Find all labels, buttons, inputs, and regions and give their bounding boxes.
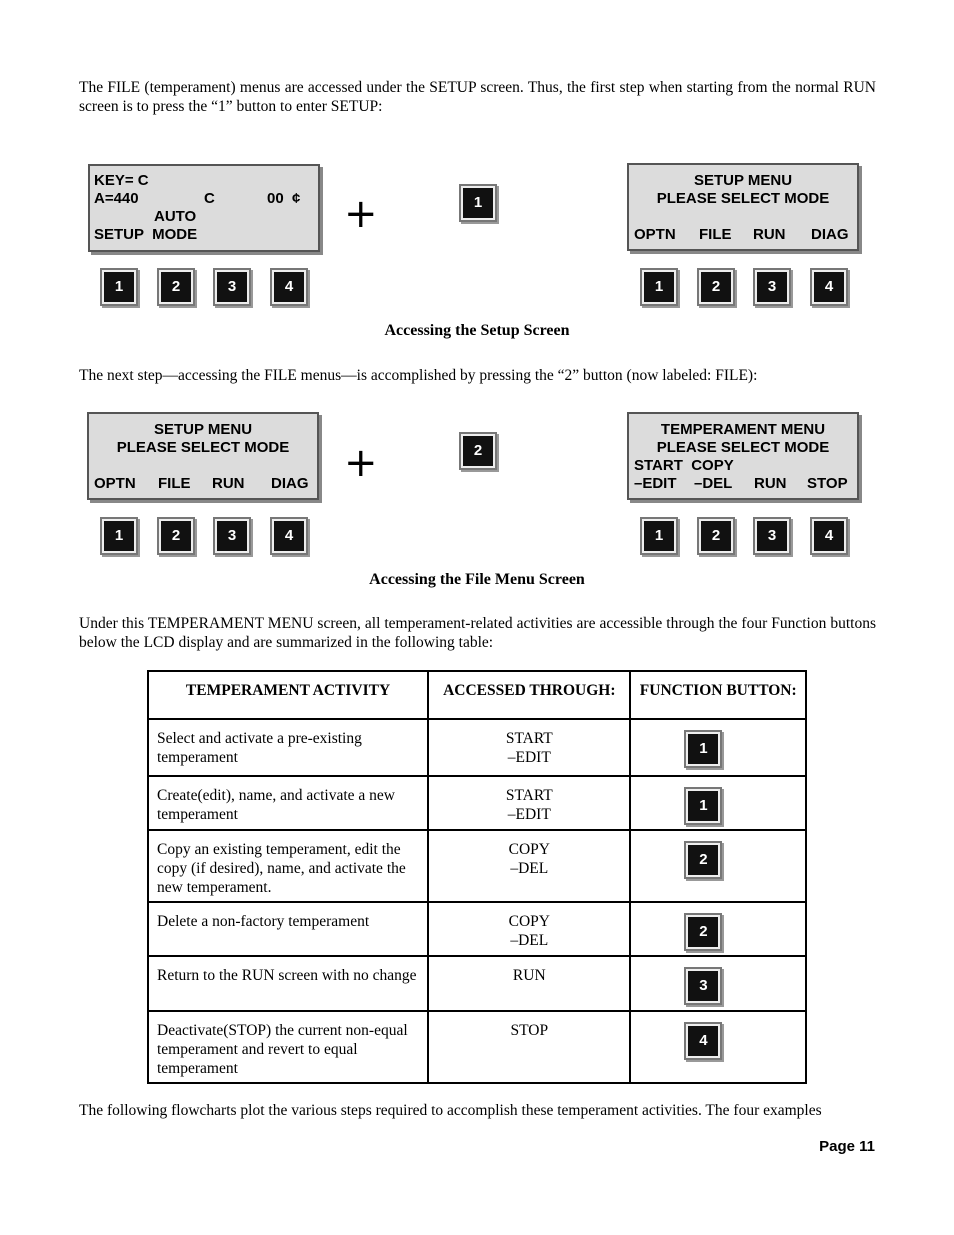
- lcd-line: PLEASE SELECT MODE: [656, 439, 830, 456]
- function-button[interactable]: 1: [684, 787, 722, 825]
- function-button-3[interactable]: 3: [213, 517, 251, 555]
- function-button[interactable]: 2: [684, 913, 722, 951]
- function-button-3[interactable]: 3: [753, 268, 791, 306]
- button-cell: [630, 902, 806, 956]
- access-cell: STOP: [428, 1011, 630, 1083]
- access-cell: COPY –DEL: [428, 830, 630, 902]
- access-cell: START –EDIT: [428, 719, 630, 776]
- lcd-softkey-label: DIAG: [811, 226, 849, 243]
- table-row: [148, 1011, 806, 1083]
- function-button-2[interactable]: 2: [157, 517, 195, 555]
- lcd-line: KEY= C: [94, 172, 149, 189]
- plus-sign: +: [344, 440, 378, 486]
- function-button-1[interactable]: 1: [100, 268, 138, 306]
- button-cell: [630, 956, 806, 1011]
- lcd-softkey-label: –DEL: [694, 475, 733, 492]
- function-button-2[interactable]: 2: [157, 268, 195, 306]
- function-button-4[interactable]: 4: [270, 517, 308, 555]
- button-cell: [630, 1011, 806, 1083]
- lcd-line: PLEASE SELECT MODE: [656, 190, 830, 207]
- table-row: [148, 776, 806, 830]
- lcd-softkey-label: RUN: [754, 475, 787, 492]
- lcd-line: SETUP MODE: [94, 226, 198, 243]
- lcd-line: AUTO: [154, 208, 197, 225]
- lcd-line: A=440: [94, 190, 139, 207]
- function-button-3[interactable]: 3: [753, 517, 791, 555]
- activity-cell: Deactivate(STOP) the current non-equal temperament and revert to equal temperament: [148, 1011, 428, 1083]
- activity-cell: Delete a non-factory temperament: [148, 902, 428, 956]
- lcd-softkey-label: DIAG: [271, 475, 309, 492]
- access-cell: COPY –DEL: [428, 902, 630, 956]
- lcd-line: SETUP MENU: [153, 421, 253, 438]
- function-button-1[interactable]: 1: [640, 268, 678, 306]
- activity-cell: Copy an existing temperament, edit the copy (if desired), name, and activate the new temperament.: [148, 830, 428, 902]
- function-button[interactable]: 4: [684, 1022, 722, 1060]
- column-header: FUNCTION BUTTON:: [630, 671, 806, 719]
- table-row: [148, 956, 806, 1011]
- lcd-line: PLEASE SELECT MODE: [116, 439, 290, 456]
- lcd-line: TEMPERAMENT MENU: [660, 421, 826, 438]
- function-button-2[interactable]: 2: [697, 517, 735, 555]
- page-number: Page 11: [819, 1138, 875, 1155]
- lcd-softkey-label: RUN: [753, 226, 786, 243]
- function-button-4[interactable]: 4: [810, 517, 848, 555]
- column-header: ACCESSED THROUGH:: [428, 671, 630, 719]
- button-cell: [630, 719, 806, 776]
- table-row: [148, 902, 806, 956]
- access-cell: RUN: [428, 956, 630, 1011]
- lcd-line: 00 ¢: [267, 190, 301, 207]
- lcd-line: C: [204, 190, 215, 207]
- intro-paragraph: The FILE (temperament) menus are accessed under the SETUP screen. Thus, the first step when starting from the normal RUN screen is to press the “1” button to enter SETUP:: [79, 79, 876, 115]
- lcd-softkey-label: FILE: [699, 226, 732, 243]
- function-button-3[interactable]: 3: [213, 268, 251, 306]
- pressed-button[interactable]: 1: [459, 184, 497, 222]
- lcd-softkey-label: STOP: [807, 475, 848, 492]
- table-row: [148, 830, 806, 902]
- activity-cell: Select and activate a pre-existing temperament: [148, 719, 428, 776]
- paragraph: The next step—accessing the FILE menus—is accomplished by pressing the “2” button (now labeled: FILE):: [79, 367, 758, 384]
- function-button[interactable]: 2: [684, 841, 722, 879]
- lcd-softkey-label: –EDIT: [634, 475, 677, 492]
- button-cell: [630, 830, 806, 902]
- button-cell: [630, 776, 806, 830]
- function-button[interactable]: 3: [684, 967, 722, 1005]
- paragraph: The following flowcharts plot the various steps required to accomplish these temperament activities. The four examples: [79, 1102, 822, 1119]
- figure-caption: Accessing the File Menu Screen: [369, 571, 585, 588]
- temperament-activity-table: [147, 670, 807, 1084]
- figure-caption: Accessing the Setup Screen: [384, 322, 570, 339]
- lcd-temperament-menu: [627, 412, 859, 500]
- function-button-4[interactable]: 4: [810, 268, 848, 306]
- plus-sign: +: [344, 191, 378, 237]
- lcd-softkey-label: RUN: [212, 475, 245, 492]
- lcd-line: SETUP MENU: [693, 172, 793, 189]
- function-button-1[interactable]: 1: [640, 517, 678, 555]
- pressed-button[interactable]: 2: [459, 432, 497, 470]
- lcd-softkey-label: FILE: [158, 475, 191, 492]
- function-button-1[interactable]: 1: [100, 517, 138, 555]
- table-header-row: [148, 671, 806, 719]
- lcd-softkey-label: OPTN: [94, 475, 136, 492]
- lcd-setup-menu: [87, 412, 319, 500]
- function-button-4[interactable]: 4: [270, 268, 308, 306]
- lcd-line: START COPY: [634, 457, 734, 474]
- paragraph: Under this TEMPERAMENT MENU screen, all temperament-related activities are accessible through the four Function buttons below the LCD display and are summarized in the following table:: [79, 615, 876, 651]
- column-header: TEMPERAMENT ACTIVITY: [148, 671, 428, 719]
- function-button[interactable]: 1: [684, 730, 722, 768]
- activity-cell: Return to the RUN screen with no change: [148, 956, 428, 1011]
- activity-cell: Create(edit), name, and activate a new temperament: [148, 776, 428, 830]
- lcd-setup-menu: [627, 163, 859, 251]
- access-cell: START –EDIT: [428, 776, 630, 830]
- table-row: [148, 719, 806, 776]
- function-button-2[interactable]: 2: [697, 268, 735, 306]
- lcd-run-screen: [88, 164, 320, 252]
- lcd-softkey-label: OPTN: [634, 226, 676, 243]
